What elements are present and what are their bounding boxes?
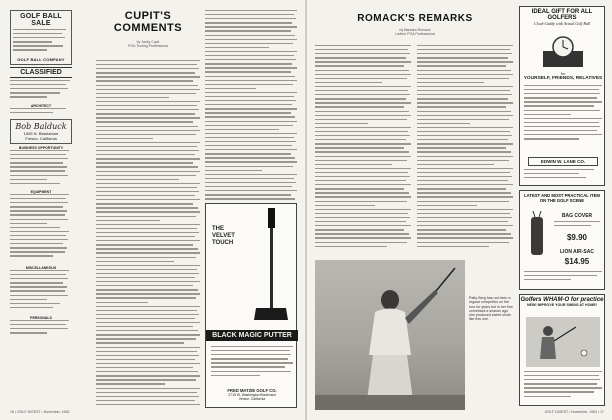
- misc-text: [10, 270, 72, 314]
- bag-cover-text: [554, 221, 600, 231]
- personals-text: [10, 320, 72, 340]
- balduck-address: 1505 N. Blackstone: [23, 131, 59, 136]
- left-page-footer: 16 • GOLF DIGEST • November, 1963: [10, 410, 70, 414]
- left-page: [0, 0, 305, 420]
- putter-headline: BLACK MAGIC PUTTER: [206, 330, 298, 341]
- category-personals: PERSONALS: [30, 316, 52, 320]
- business-text: [10, 150, 72, 188]
- practice-golfer-head: [543, 326, 553, 336]
- golf-sale-heading: GOLF BALL SALE: [20, 13, 62, 27]
- putter-company: FRED MATZIE GOLF CO.: [227, 388, 277, 393]
- ideal-gift-audience: YOURSELF, FRIENDS, RELATIVES: [523, 76, 603, 81]
- golf-scene-ad: [519, 190, 605, 290]
- architect-text: [10, 108, 72, 118]
- golfer-head: [381, 290, 399, 310]
- right-page-footer: GOLF DIGEST • November, 1963 • 17: [544, 410, 604, 414]
- romack-byline-title: Ladies' PGA Professional: [395, 32, 435, 36]
- wham-o-sub: NEW! IMPROVE YOUR SWING AT HOME!: [526, 303, 597, 307]
- romack-column-2-text: [417, 45, 513, 255]
- bag-cover-price: $9.90: [566, 233, 588, 242]
- clock-caddy-illustration: [538, 31, 588, 69]
- category-equipment: EQUIPMENT: [30, 190, 52, 194]
- classified-intro-text: [10, 80, 72, 102]
- balduck-logo: Bob Balduck: [15, 122, 67, 131]
- classified-heading: CLASSIFIED: [10, 67, 72, 78]
- ideal-gift-company-text: [524, 169, 602, 183]
- romack-byline: [315, 28, 515, 36]
- ground: [315, 395, 465, 410]
- photo-caption: Patty Berg has not been a regular competitor on the tour for years but in her fine comeback a season ago she produced sweet shots like this one.: [469, 296, 513, 322]
- air-sac-title: LION AIR-SAC: [560, 249, 594, 255]
- column-byline: [96, 40, 200, 48]
- golfer-torso: [369, 309, 411, 356]
- category-miscellaneous: MISCELLANEOUS: [25, 266, 57, 270]
- byline-author: by Jacky Cupit: [136, 40, 160, 44]
- golf-sale-text: [13, 29, 69, 57]
- wham-o-ad: [519, 294, 605, 406]
- equipment-text: [10, 194, 72, 264]
- right-page: [307, 0, 612, 420]
- balduck-city: Fresno, California: [25, 136, 57, 141]
- wham-o-headline: Golfers WHAM-O for practice: [520, 297, 604, 303]
- classified-column: [10, 10, 72, 408]
- golfer-skirt: [367, 355, 413, 400]
- golfer-arm: [405, 290, 438, 324]
- ideal-gift-subhead: Clock-Caddy with Actual Golf Ball: [533, 21, 591, 26]
- practice-golfer-body: [540, 337, 556, 359]
- golf-bag-illustration: [526, 211, 548, 257]
- golf-ball-sale-ad: [10, 10, 72, 65]
- golf-bag: [531, 217, 543, 255]
- ideal-gift-ad: [519, 6, 605, 186]
- putter-ad-text: [211, 346, 293, 384]
- putter-city: Venice, California: [238, 397, 266, 401]
- velvet-touch-tag: [212, 226, 246, 247]
- category-architect: ARCHITECT: [30, 104, 52, 108]
- golf-scene-text: [524, 271, 602, 287]
- air-sac-price: $14.95: [564, 257, 590, 266]
- column-title: [96, 10, 200, 34]
- putter-address: 2715 W. Washington Boulevard: [228, 393, 276, 397]
- tag-line-1: THE: [212, 226, 224, 232]
- column-title-line1: CUPIT'S: [124, 10, 172, 22]
- tag-line-2: VELVET: [212, 233, 235, 239]
- golf-club: [436, 268, 455, 291]
- byline-title: PGA Touring Professional: [128, 44, 168, 48]
- ideal-gift-text: [524, 85, 602, 151]
- club-2: [539, 211, 541, 217]
- bag-cover-title: BAG COVER: [561, 213, 593, 219]
- wham-o-illustration: [526, 317, 600, 367]
- ideal-gift-company: EDWIN W. LANE CO.: [528, 157, 598, 166]
- tag-line-3: TOUCH: [212, 240, 234, 246]
- putter-head: [254, 308, 288, 320]
- ideal-gift-headline: IDEAL GIFT FOR ALL GOLFERS: [531, 9, 593, 21]
- club-1: [533, 211, 535, 217]
- wham-o-text: [524, 371, 602, 403]
- category-business: BUSINESS OPPORTUNITY: [18, 146, 64, 150]
- practice-ball: [581, 350, 587, 356]
- golf-scene-headline: LATEST AND MOST PRACTICAL ITEM ON THE GOLF SCENE: [524, 193, 600, 203]
- cupit-column-1-text: [96, 60, 200, 405]
- cupit-column-2-text: [205, 10, 297, 200]
- golfer-figure: [315, 260, 465, 410]
- romack-column-1-text: [315, 45, 411, 255]
- golfer-photo: [315, 260, 465, 410]
- ideal-gift-for: for: [560, 71, 566, 76]
- black-magic-putter-ad: [205, 203, 297, 408]
- romack-byline-author: by Barbara Romack: [399, 28, 431, 32]
- balduck-ad: [10, 119, 72, 144]
- column-title-line2: COMMENTS: [113, 22, 183, 34]
- putter-grip: [268, 208, 275, 228]
- putter-illustration: [246, 208, 296, 328]
- putter-ad-footer: [206, 388, 298, 401]
- romack-title: ROMACK'S REMARKS: [357, 13, 473, 24]
- golf-ball-company: GOLF BALL COMPANY: [17, 57, 65, 62]
- wham-o-photo-bg: [526, 317, 600, 367]
